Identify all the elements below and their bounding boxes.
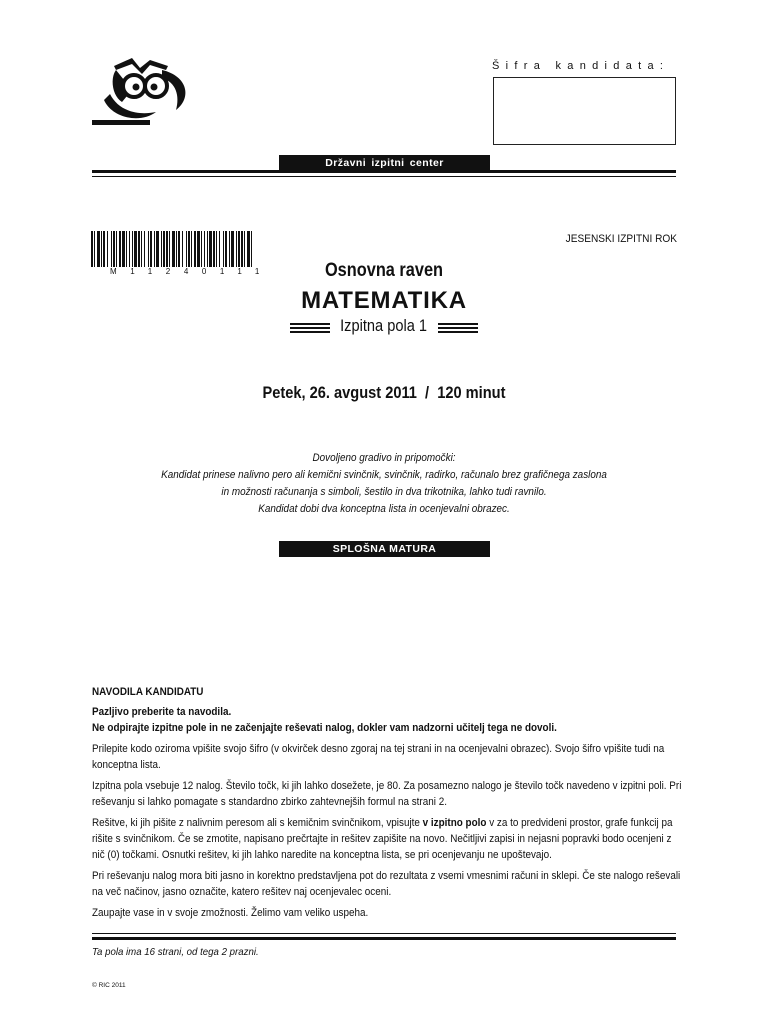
instructions [92,684,682,926]
matura-banner: SPLOŠNA MATURA [279,541,490,557]
pages-note: Ta pola ima 16 strani, od tega 2 prazni. [92,946,259,958]
allowed-materials [0,450,768,518]
exam-date-text: Petek, 26. avgust 2011 / 120 minut [262,383,506,402]
instructions-p3-bold: v izpitno polo [422,817,487,829]
instructions-heading: NAVODILA KANDIDATU [92,686,204,698]
paper-row [290,316,478,340]
ric-owl-logo-icon [92,56,196,128]
candidate-code-box[interactable] [493,77,676,145]
org-banner: Državni izpitni center [279,155,490,171]
candidate-code-label: Šifra kandidata: [492,60,670,72]
instructions-p3-start: Rešitve, ki jih pišite z nalivnim peresom ali s kemičnim svinčnikom, vpisujte [92,817,423,829]
instructions-paragraph: Zaupajte vase in v svoje zmožnosti. Želimo vam veliko uspeha. [92,907,369,919]
allowed-line: in možnosti računanja s simboli, šestilo in dva trikotnika, lahko tudi ravnilo. [221,486,547,498]
exam-date [0,383,768,403]
paper-lines-right [438,323,478,335]
allowed-line: Kandidat dobi dva konceptna lista in ocenjevalni obrazec. [258,503,510,515]
copyright: © RIC 2011 [92,982,126,989]
instructions-p3-end: v za to predvideni prostor, grafe funkcij pa rišite s svinčnikom. Če se zmotite, napisano prečrtajte in rešitev zapišite na novo. Nečitljivi zapisi in nejasni popravki bodo ocenjeni z nič (0) točkami. Osnutki rešitev, ki jih lahko naredite na konceptna lista, se pri ocenjevanju ne upoštevajo. [92,817,673,861]
instructions-paragraph [92,815,681,863]
footer-rule-thick [92,937,676,940]
exam-level [0,260,768,282]
paper-title-text: Izpitna pola 1 [340,316,428,335]
instructions-warning-2: Ne odpirajte izpitne pole in ne začenjajte reševati nalog, dokler vam nadzorni učitelj tega ne dovoli. [92,722,557,734]
exam-subject: MATEMATIKA [301,287,467,314]
allowed-line: Dovoljeno gradivo in pripomočki: [312,452,456,464]
instructions-paragraph: Prilepite kodo oziroma vpišite svojo šifro (v okvirček desno zgoraj na tej strani in na ocenjevalni obrazec). Svojo šifro vpišite tudi na konceptna lista. [92,743,665,771]
allowed-line: Kandidat prinese nalivno pero ali kemični svinčnik, svinčnik, radirko, računalo brez grafičnega zaslona [161,469,607,481]
footer-rule-thin [92,933,676,934]
instructions-paragraph: Pri reševanju nalog mora biti jasno in korektno predstavljena pot do rezultata z vsemi vmesnimi računi in sklepi. Če ste nalogo reševali na več načinov, jasno označite, katero rešitev naj ocenjevalec oceni. [92,870,681,898]
instructions-warning-1: Pazljivo preberite ta navodila. [92,706,232,718]
exam-level-text: Osnovna raven [324,260,444,281]
header-rule-thin [92,176,676,177]
exam-term: JESENSKI IZPITNI ROK [565,233,677,245]
header-rule-thick [92,170,676,173]
instructions-paragraph: Izpitna pola vsebuje 12 nalog. Število točk, ki jih lahko dosežete, je 80. Za posamezno nalogo je število točk navedeno v izpitni poli. Pri reševanju si lahko pomagate s standardno zbirko zahtevnejših formul na strani 2. [92,780,682,808]
barcode-number: M11240111 [110,267,273,276]
